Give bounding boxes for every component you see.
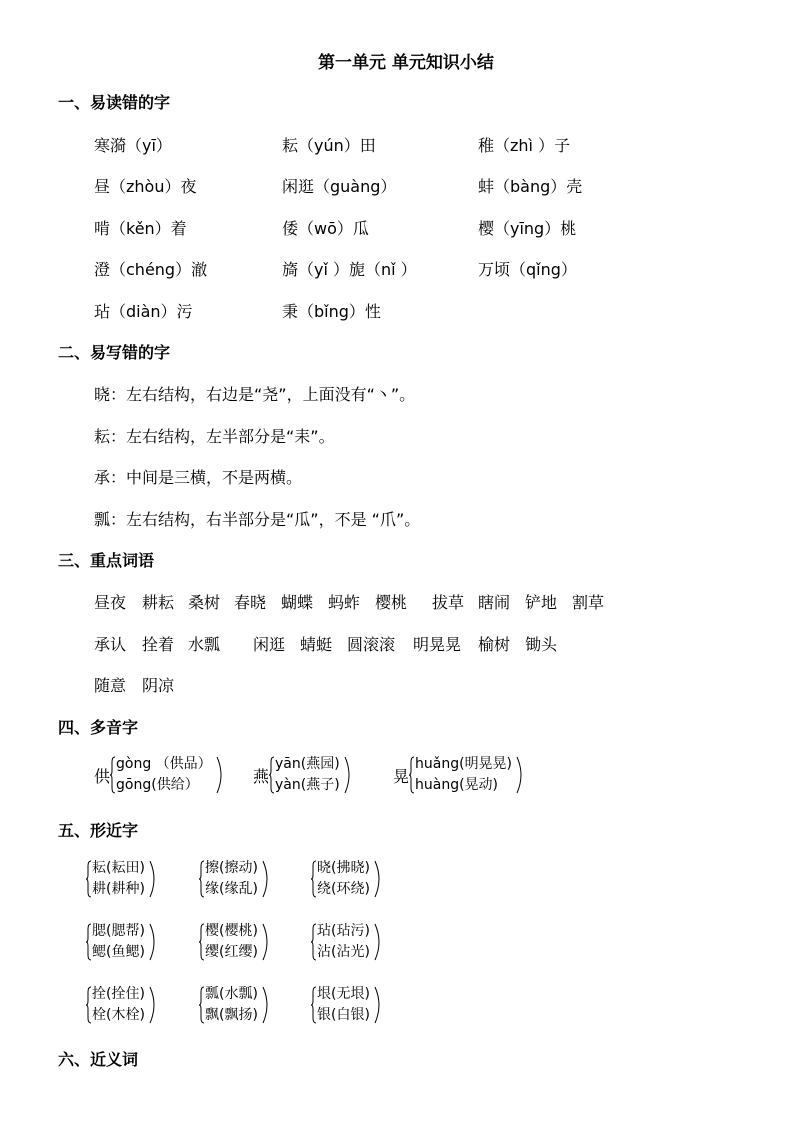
- similar-char: 晓(拂晓): [317, 860, 370, 876]
- similar-char: 耕(耕种): [92, 881, 145, 897]
- word: 水瓢: [188, 635, 221, 654]
- similar-char: 樱(樱桃): [205, 923, 258, 939]
- word: 蝴蝶: [281, 593, 314, 612]
- right-bracket-icon: [374, 860, 380, 898]
- similar-char: 瓢(水瓢): [205, 986, 258, 1002]
- polyphone-char: 晃: [393, 766, 410, 786]
- polyphone-group: [253, 754, 350, 796]
- pinyin-item: 蚌（bàng）壳: [478, 177, 583, 196]
- polyphone-reading: huǎng(明晃晃): [415, 756, 513, 772]
- right-bracket-icon: [374, 923, 380, 961]
- polyphone-reading: gōng(供给）: [116, 777, 199, 793]
- writing-note: 承：中间是三横，不是两横。: [94, 468, 303, 487]
- similar-char: 鳃(鱼鳃): [92, 944, 145, 960]
- similar-group: [199, 921, 268, 963]
- similar-group: [311, 921, 380, 963]
- word: 耕耘: [142, 593, 175, 612]
- section-heading-5: 五、形近字: [58, 821, 139, 840]
- section-heading-3: 三、重点词语: [58, 551, 155, 570]
- word: 昼夜: [94, 593, 127, 612]
- right-bracket-icon: [149, 923, 155, 961]
- word: 承认: [94, 635, 127, 654]
- polyphone-char: 燕: [253, 766, 270, 786]
- similar-char: 栓(木栓): [92, 1007, 145, 1023]
- section-heading-1: 一、易读错的字: [58, 93, 171, 112]
- polyphone-reading: gòng （供品）: [116, 756, 212, 772]
- pinyin-item: 倭（wō）瓜: [282, 219, 369, 238]
- section-heading-6: 六、近义词: [58, 1050, 139, 1069]
- pinyin-item: 闲逛（guàng）: [282, 177, 397, 196]
- writing-note: 瓢：左右结构，右半部分是“瓜”，不是 “爪”。: [94, 510, 421, 529]
- word: 桑树: [188, 593, 221, 612]
- word: 明晃晃: [413, 635, 462, 654]
- polyphone-reading: yān(燕园): [275, 756, 340, 772]
- pinyin-item: 秉（bǐng）性: [282, 302, 381, 321]
- word: 春晓: [234, 593, 267, 612]
- polyphone-reading: yàn(燕子): [275, 777, 340, 793]
- writing-note: 耘：左右结构，左半部分是“耒”。: [94, 427, 335, 446]
- right-bracket-icon: [262, 986, 268, 1024]
- similar-group: [199, 984, 268, 1026]
- word: 瞎闹: [478, 593, 511, 612]
- word: 樱桃: [375, 593, 408, 612]
- word: 拔草: [432, 593, 465, 612]
- similar-char: 腮(腮帮): [92, 923, 145, 939]
- word: 圆滚滚: [347, 635, 396, 654]
- polyphone-reading: huàng(晃动): [415, 777, 499, 793]
- pinyin-item: 稚（zhì ）子: [478, 136, 571, 155]
- word: 随意: [94, 676, 127, 695]
- similar-group: [199, 858, 268, 900]
- similar-char: 擦(擦动): [205, 860, 258, 876]
- polyphone-char: 供: [94, 766, 111, 786]
- right-bracket-icon: [374, 986, 380, 1024]
- similar-char: 缘(缘乱): [205, 881, 258, 897]
- word: 割草: [572, 593, 605, 612]
- similar-char: 垠(无垠): [317, 986, 370, 1002]
- word: 锄头: [525, 635, 558, 654]
- polyphone-group: [393, 754, 522, 796]
- pinyin-item: 耘（yún）田: [282, 136, 376, 155]
- similar-char: 沾(沾光): [317, 944, 370, 960]
- pinyin-item: 啃（kěn）着: [94, 219, 187, 238]
- right-bracket-icon: [344, 756, 350, 794]
- page-title: 第一单元 单元知识小结: [318, 53, 494, 73]
- similar-char: 银(白银): [317, 1007, 370, 1023]
- pinyin-item: 万顷（qǐng）: [478, 260, 577, 279]
- section-heading-4: 四、多音字: [58, 718, 139, 737]
- similar-char: 耘(耘田): [92, 860, 145, 876]
- similar-group: [86, 984, 155, 1026]
- right-bracket-icon: [262, 923, 268, 961]
- right-bracket-icon: [216, 756, 222, 794]
- pinyin-item: 寒漪（yī）: [94, 136, 172, 155]
- word: 闲逛: [253, 635, 286, 654]
- right-bracket-icon: [149, 860, 155, 898]
- word: 阴凉: [142, 676, 175, 695]
- similar-group: [311, 858, 380, 900]
- pinyin-item: 樱（yīng）桃: [478, 219, 577, 238]
- section-heading-2: 二、易写错的字: [58, 343, 171, 362]
- word: 榆树: [478, 635, 511, 654]
- similar-char: 绕(环绕): [317, 881, 370, 897]
- similar-char: 飘(飘扬): [205, 1007, 258, 1023]
- similar-group: [86, 858, 155, 900]
- right-bracket-icon: [516, 756, 522, 794]
- right-bracket-icon: [262, 860, 268, 898]
- similar-char: 缨(红缨): [205, 944, 258, 960]
- similar-group: [86, 921, 155, 963]
- word: 铲地: [525, 593, 558, 612]
- pinyin-item: 昼（zhòu）夜: [94, 177, 197, 196]
- writing-note: 晓：左右结构，右边是“尧”，上面没有“丶”。: [94, 385, 416, 404]
- pinyin-item: 澄（chéng）澈: [94, 260, 208, 279]
- similar-group: [311, 984, 380, 1026]
- pinyin-item: 玷（diàn）污: [94, 302, 193, 321]
- right-bracket-icon: [149, 986, 155, 1024]
- word: 蚂蚱: [328, 593, 361, 612]
- word: 拴着: [142, 635, 175, 654]
- word: 蜻蜓: [300, 635, 333, 654]
- polyphone-group: [94, 754, 222, 796]
- similar-char: 拴(拴住): [92, 986, 145, 1002]
- pinyin-item: 旖（yǐ ）旎（nǐ ）: [282, 260, 417, 279]
- similar-char: 玷(玷污): [317, 923, 370, 939]
